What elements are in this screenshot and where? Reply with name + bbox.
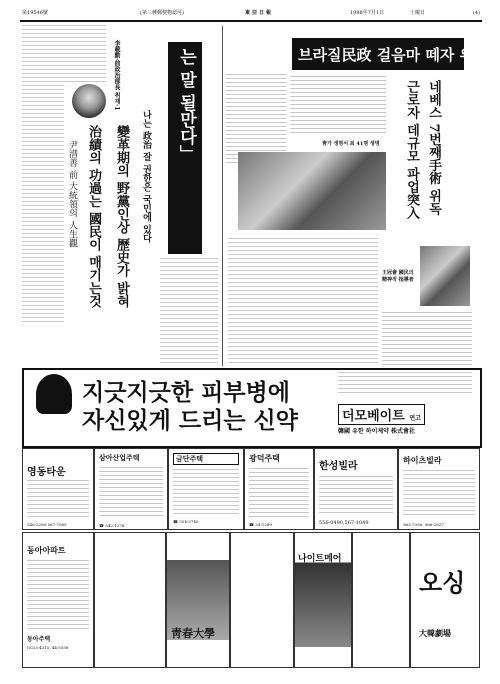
- classified-tel: ☎ 542-1278: [99, 523, 125, 528]
- health-ad-line-1: 지긋지긋한 피부병에: [82, 379, 290, 406]
- apartment-tel: (02)3-4315, 44-5558: [27, 645, 69, 650]
- movie-ad-1: [94, 532, 166, 668]
- page-number: (4): [472, 10, 480, 16]
- movie-theater: 아세아 대지: [101, 643, 138, 652]
- classified-tel: ☎ 554-5740: [173, 519, 199, 524]
- health-ad-company: 韓國 유한 하이제약 株式會社: [338, 428, 416, 435]
- apartment-ad: [22, 532, 94, 668]
- classified-ad-5: [314, 448, 398, 530]
- movie-title: 오싱: [419, 568, 466, 597]
- brand-suffix: 연고: [409, 415, 421, 422]
- movie-ad-6: [410, 532, 480, 668]
- brazil-small-head: 王冠會 國民의 精神적 指導者: [382, 270, 414, 283]
- news-photo-crowd: [238, 152, 386, 230]
- classified-ad-6: [398, 448, 480, 530]
- classified-ad-4: [244, 448, 314, 530]
- postal-mark: (第三種郵便物認可): [140, 10, 184, 16]
- health-ad-line-2: 자신있게 드리는 신약: [82, 407, 298, 434]
- lead-subhead: 나는 政治 잘 권한은 국민에 있다: [141, 110, 151, 243]
- lead-byline: 尹潽善 前 大統領의 人生觀: [67, 140, 77, 248]
- article-body-left-2: [64, 25, 106, 85]
- head-silhouette-icon: [36, 374, 72, 414]
- column-rule: [222, 26, 223, 366]
- movie-title: 미녀마티: [357, 605, 400, 618]
- brazil-headline: 브라질民政 걸음마 떼자 위청: [298, 46, 489, 64]
- apartment-company: 동아주택: [27, 636, 51, 643]
- classified-tel: ☎ 24-1289: [249, 522, 272, 527]
- movie-date: 25일: [235, 546, 257, 556]
- article-body-left: [22, 25, 64, 325]
- movie-theater: 스카라: [301, 652, 322, 661]
- classified-tel: 546-2280·567-7089: [27, 522, 67, 527]
- classified-tel: 963-7356, 966-2627: [403, 522, 444, 527]
- movie-title: 나이트메어: [298, 554, 342, 564]
- lead-headline-1: 變革期의 野黨인상 歷史가 밝혀: [114, 125, 129, 308]
- brazil-body-right: [382, 312, 472, 366]
- issue-number: 第19546號: [22, 10, 48, 16]
- movie-ad-2: [166, 532, 230, 668]
- movie-theater: 大韓劇場: [419, 628, 451, 638]
- classified-title: 영동타운: [27, 467, 66, 478]
- newspaper-name: 東亞日報: [245, 10, 274, 16]
- brazil-body-top: [226, 74, 286, 164]
- movie-ad-5: [352, 532, 410, 668]
- movie-theater: 단성사: [359, 629, 377, 636]
- apartment-title: 동아아파트: [27, 545, 66, 555]
- classified-title: 금단주택: [173, 453, 239, 465]
- lead-kicker: 李載勳·前政治部長 취재·1: [113, 40, 120, 111]
- classified-tel: 556-0490,567-1049: [319, 520, 369, 526]
- health-ad-brand: [338, 404, 425, 425]
- movie-title: 靑春大學: [171, 627, 215, 640]
- brazil-body-mid: [290, 76, 386, 136]
- classified-ad-3: [168, 448, 244, 530]
- news-photo-small: [420, 246, 470, 306]
- movie-ad-3: [230, 532, 294, 668]
- classified-ad-1: [22, 448, 94, 530]
- issue-date: 1988年7月1日: [350, 10, 385, 16]
- classified-title: 하이츠빌라: [403, 455, 442, 465]
- lead-banner: 大統領의 「힘 쓰여야한다는 말 될만다」: [176, 48, 221, 247]
- photo-caption: 靑가 생명서 최 41명 생명: [322, 141, 380, 147]
- masthead: [20, 8, 482, 22]
- classified-title: 한성빌라: [319, 461, 358, 472]
- classified-title: 광덕주택: [249, 453, 280, 463]
- author-photo: [72, 84, 106, 118]
- weekday: 土曜日: [410, 10, 426, 16]
- lead-headline-2: 治績의 功過는 國民이 매기는것: [86, 125, 101, 308]
- brazil-body-lower: [228, 238, 378, 364]
- brazil-vertical-head: 네베스 7번째手術 위독 근로자 데규모 파업突入: [404, 80, 441, 220]
- movie-ad-4: [294, 532, 352, 668]
- classified-title: 삼아산업주택: [99, 453, 140, 462]
- classified-ad-2: [94, 448, 168, 530]
- health-ad-copy: [338, 372, 472, 396]
- movie-title: 李小龍: [101, 616, 143, 632]
- article-body-mid: [160, 258, 218, 366]
- movie-title: 김교푸밤: [235, 626, 274, 637]
- brand-name: 더모베이트: [342, 409, 405, 424]
